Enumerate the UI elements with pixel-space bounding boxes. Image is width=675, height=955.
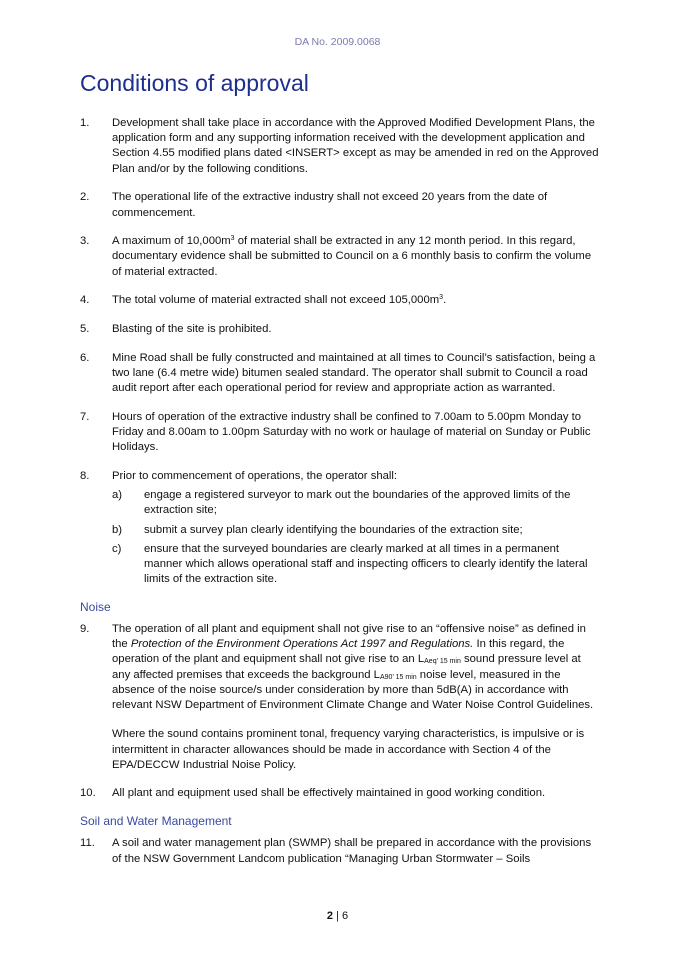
condition-number: 7. (80, 410, 90, 423)
condition-text: Blasting of the site is prohibited. (112, 323, 272, 336)
da-number-header: DA No. 2009.0068 (294, 36, 381, 48)
condition-text-part: In this regard, the operation of the plant and equipment shall not give rise to an L (112, 638, 565, 666)
condition-number: 9. (80, 623, 90, 636)
condition-1 (80, 116, 600, 177)
sub-condition-a (112, 488, 600, 518)
page-footer (0, 910, 675, 922)
condition-number: 4. (80, 294, 90, 307)
condition-text: Prior to commencement of operations, the operator shall: (112, 469, 398, 482)
condition-text-part: The operation of all plant and equipment shall not give rise to an “offensive noise” as defined in the (112, 623, 586, 651)
subscript: Aeq’ 15 min (424, 658, 461, 666)
condition-text: Hours of operation of the extractive industry shall be confined to 7.00am to 5.00pm Monday to Friday and 8.00am to 1.00pm Saturday with no work or haulage of material on Sunday or Public Holidays. (112, 410, 591, 454)
condition-number: 1. (80, 117, 90, 129)
condition-8 (80, 469, 600, 587)
condition-10 (80, 786, 600, 801)
condition-text-part: The total volume of material extracted shall not exceed 105,000m (112, 294, 440, 307)
condition-text: The operational life of the extractive industry shall not exceed 20 years from the date of commencement. (112, 191, 548, 219)
section-heading-soil-water: Soil and Water Management (80, 814, 232, 829)
sub-condition-text: submit a survey plan clearly identifying the boundaries of the extraction site; (144, 523, 523, 536)
condition-9 (80, 622, 600, 773)
condition-11 (80, 836, 600, 866)
condition-paragraph: Where the sound contains prominent tonal, frequency varying characteristics, is impulsive or is intermittent in character allowances should be made in accordance with Section 4 of the EPA/DECCW Industrial Noise Policy. (112, 728, 585, 771)
condition-text-part: of material shall be extracted in any 12 month period. In this regard, documentary evidence shall be submitted to Council on a 6 monthly basis to confirm the volume of material extracted. (112, 235, 592, 278)
page-number: 2 (326, 910, 333, 922)
condition-3 (80, 234, 600, 280)
page-separator: | (333, 910, 342, 922)
superscript: 3 (439, 294, 444, 302)
sub-condition-text: engage a registered surveyor to mark out the boundaries of the approved limits of the extraction site; (144, 489, 571, 517)
condition-text: Development shall take place in accordance with the Approved Modified Development Plans, the application form and any supporting information received with the development application and Section 4.55 modified plans dated <INSERT> except as may be amended in red on the Approved Plan and/or by the following conditions. (112, 117, 599, 175)
act-title: Protection of the Environment Operations Act 1997 and Regulations. (130, 638, 474, 651)
condition-text-part: noise level, measured in the absence of the noise source/s under consideration by more than 5dB(A) in accordance with relevant NSW Department of Environment Climate Change and Water Noise Control Guidelines. (112, 668, 594, 712)
condition-text: Mine Road shall be fully constructed and maintained at all times to Council’s satisfaction, being a two lane (6.4 metre wide) bitumen sealed standard. The operator shall submit to Council a road audit report after each operational period for review and appropriate action as warranted. (112, 351, 596, 395)
sub-condition-label: c) (112, 542, 122, 555)
page-title: Conditions of approval (80, 70, 309, 96)
condition-text-part: . (443, 294, 447, 307)
section-heading-noise: Noise (80, 599, 111, 614)
condition-text-part: A maximum of 10,000m (112, 235, 231, 248)
condition-7 (80, 410, 600, 456)
sub-condition-label: a) (112, 489, 123, 502)
condition-number: 2. (80, 191, 90, 204)
condition-text (112, 235, 591, 277)
sub-condition-label: b) (112, 523, 123, 536)
condition-2 (80, 190, 600, 220)
sub-condition-text: ensure that the surveyed boundaries are clearly marked at all times in a permanent manner which allows operational staff and inspecting officers to clearly identify the lateral limits of the extraction site. (144, 542, 588, 586)
superscript: 3 (230, 235, 235, 243)
sub-condition-b (112, 523, 600, 538)
condition-text: All plant and equipment used shall be effectively maintained in good working condition. (112, 787, 546, 800)
condition-number: 8. (80, 469, 90, 482)
condition-number: 10. (80, 787, 96, 800)
subscript: A90’ 15 min (379, 673, 417, 681)
condition-text-part: sound pressure level at any affected premises that exceeds the background L (112, 653, 581, 681)
conditions-list (80, 116, 600, 880)
condition-text: A soil and water management plan (SWMP) shall be prepared in accordance with the provisions of the NSW Government Landcom publication “Managing Urban Stormwater – Soils (112, 837, 592, 865)
page-total: 6 (341, 910, 349, 922)
condition-number: 6. (80, 351, 90, 364)
condition-6 (80, 351, 600, 397)
condition-number: 11. (80, 837, 95, 850)
condition-text (112, 294, 446, 306)
condition-number: 5. (80, 323, 90, 336)
sub-condition-c (112, 542, 600, 588)
condition-text (112, 622, 600, 713)
condition-4 (80, 293, 600, 308)
condition-number: 3. (80, 235, 90, 248)
condition-5 (80, 322, 600, 337)
